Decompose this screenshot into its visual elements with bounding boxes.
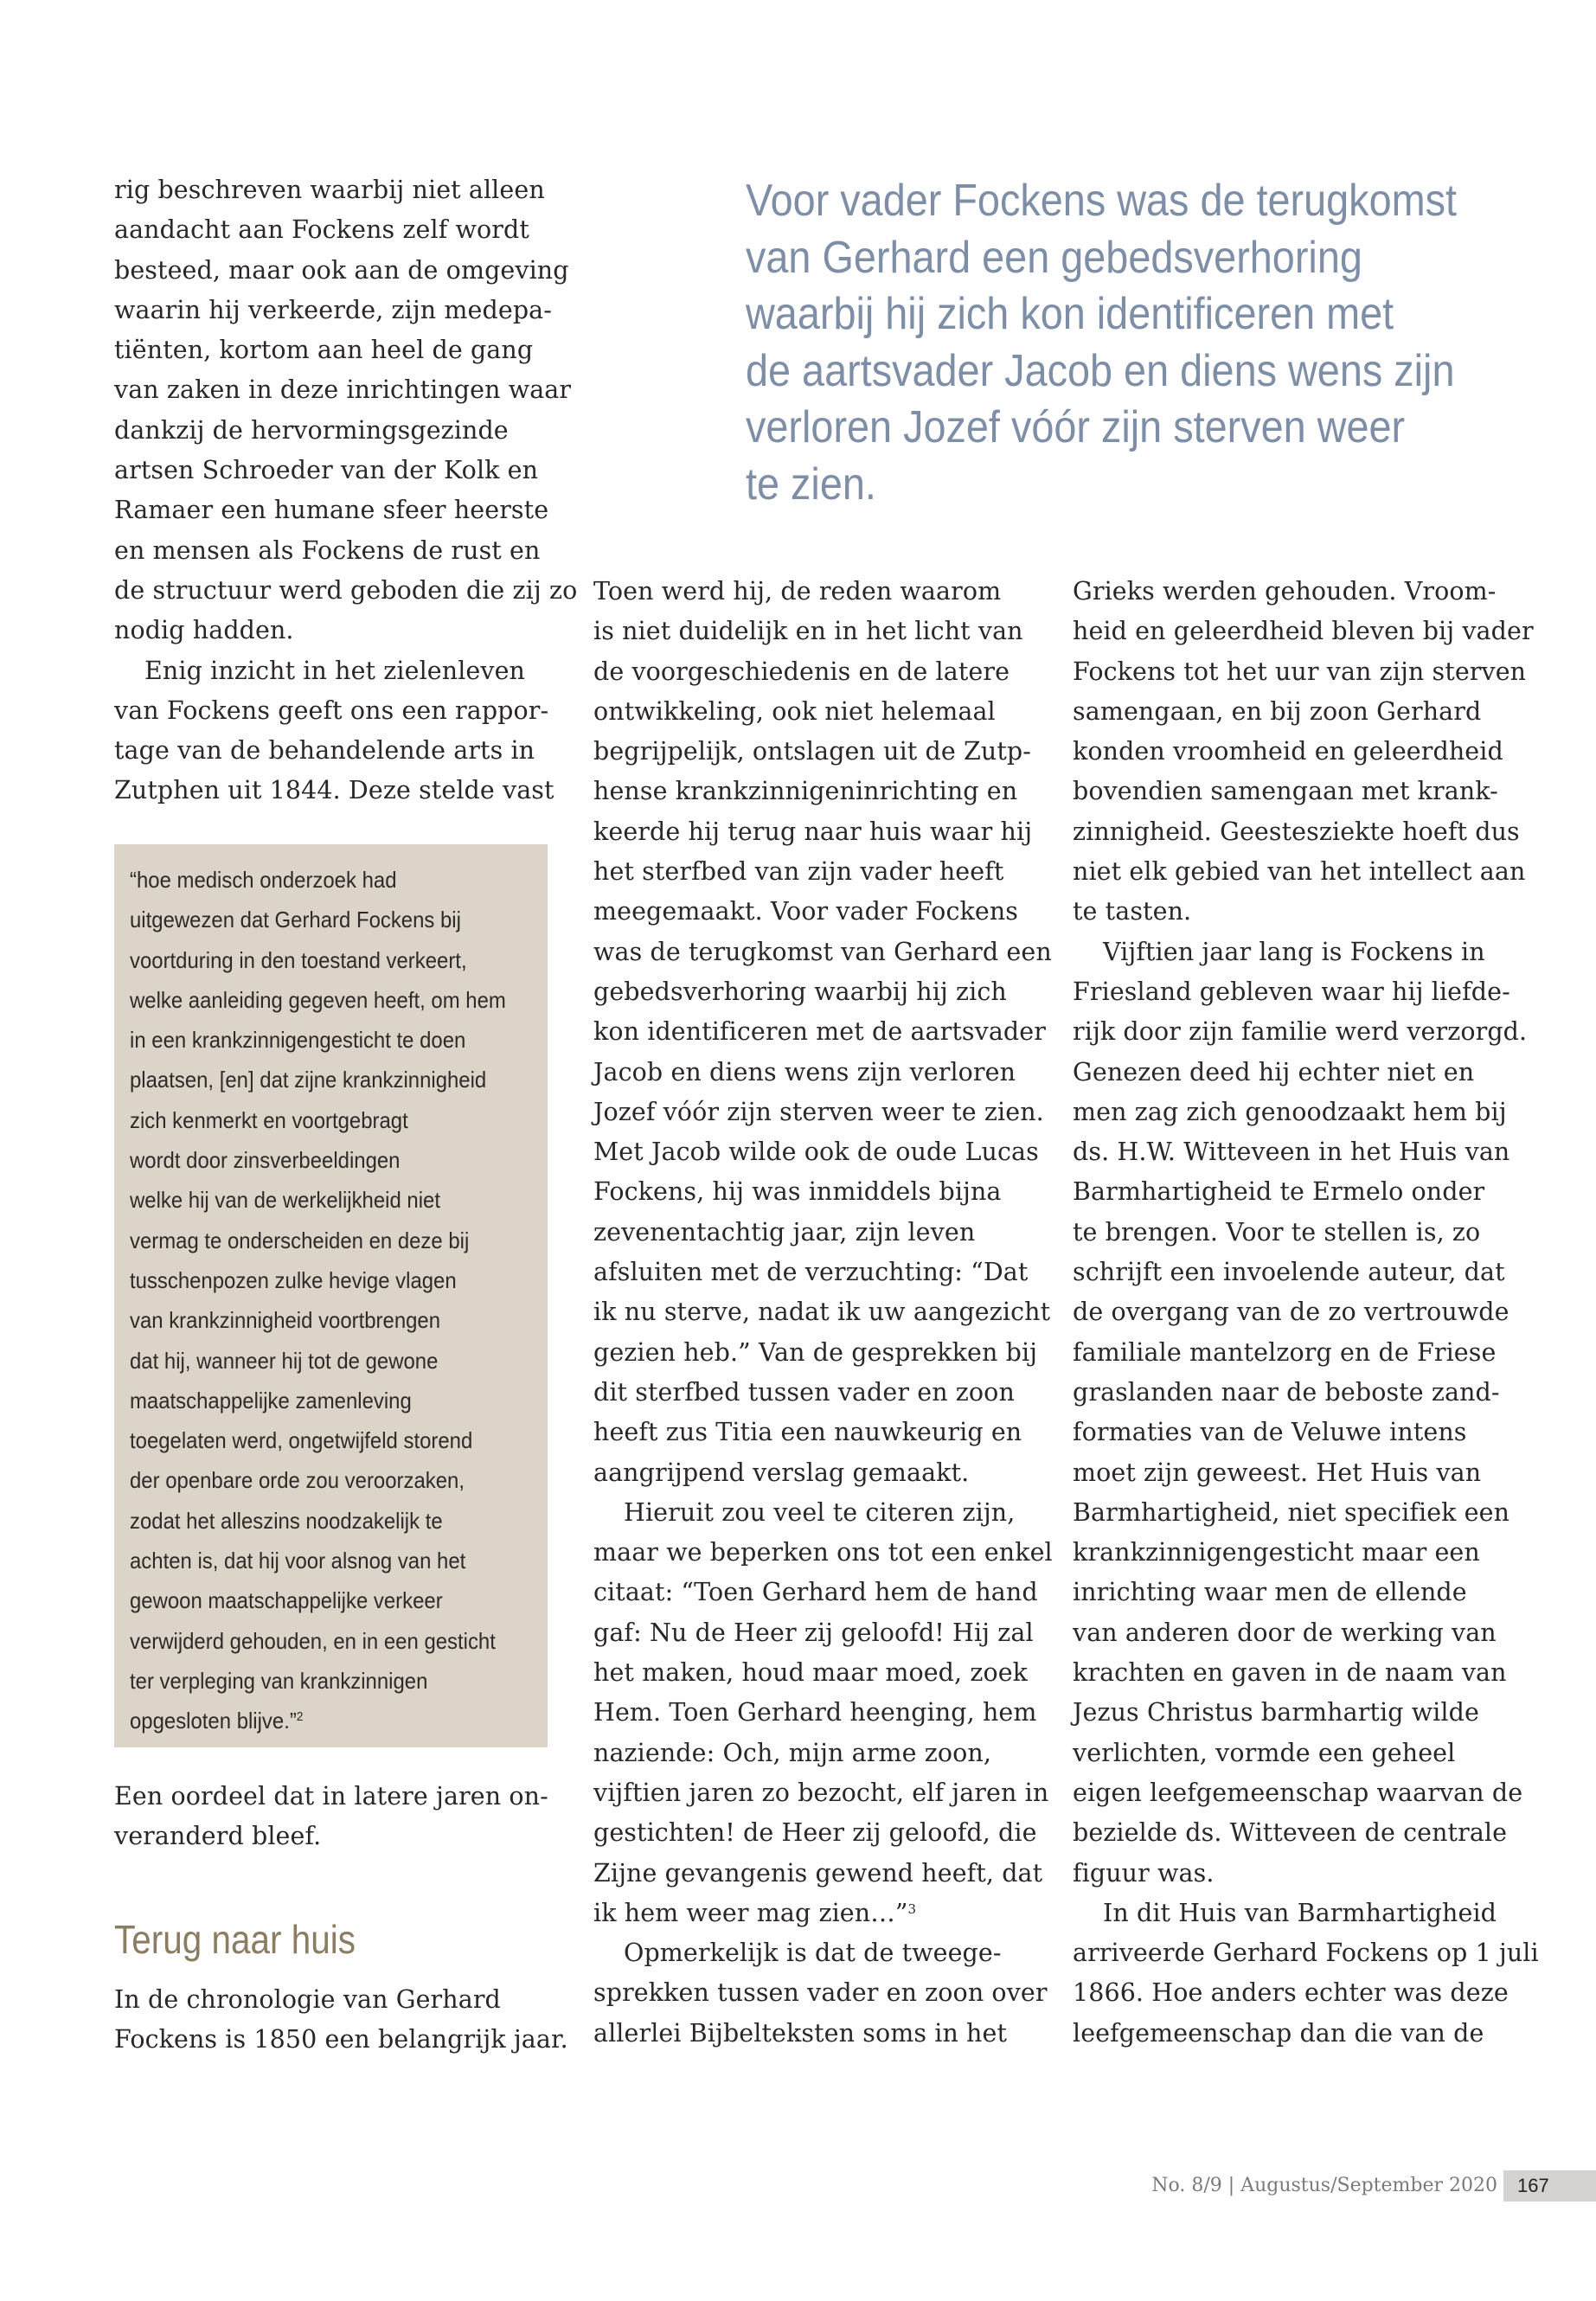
quote-line: verwijderd gehouden, en in een gesticht xyxy=(130,1627,496,1654)
block-quote xyxy=(114,844,548,1747)
text-line: meegemaakt. Voor vader Fockens xyxy=(593,897,1019,926)
text-line: leefgemeenschap dan die van de xyxy=(1073,2018,1484,2048)
text-line: inrichting waar men de ellende xyxy=(1073,1578,1467,1607)
text-line: moet zijn geweest. Het Huis van xyxy=(1073,1458,1482,1487)
pull-quote-line: waarbij hij zich kon identificeren met xyxy=(746,289,1394,339)
section-heading: Terug naar huis xyxy=(114,1917,356,1962)
text-line: Zijne gevangenis gewend heeft, dat xyxy=(593,1858,1043,1888)
quote-line: tusschenpozen zulke hevige vlagen xyxy=(130,1266,457,1293)
text-line: dankzij de hervormingsgezinde xyxy=(114,415,509,445)
text-line: zevenentachtig jaar, zijn leven xyxy=(593,1217,976,1247)
text-line: figuur was. xyxy=(1073,1858,1215,1888)
quote-line: in een krankzinnigengesticht te doen xyxy=(130,1027,466,1054)
pull-quote-line: van Gerhard een gebedsverhoring xyxy=(746,232,1362,283)
text-line: Grieks werden gehouden. Vroom- xyxy=(1073,577,1497,606)
text-line: familiale mantelzorg en de Friese xyxy=(1073,1337,1497,1367)
text-line: heid en geleerdheid bleven bij vader xyxy=(1073,617,1534,646)
quote-line: uitgewezen dat Gerhard Fockens bij xyxy=(130,907,461,933)
text-line: Barmhartigheid te Ermelo onder xyxy=(1073,1177,1485,1207)
text-line: graslanden naar de beboste zand- xyxy=(1073,1377,1500,1407)
quote-line: zodat het alleszins noodzakelijk te xyxy=(130,1507,443,1534)
text-line-content: ik hem weer mag zien…” xyxy=(593,1898,908,1927)
quote-line: ter verpleging van krankzinnigen xyxy=(130,1667,428,1694)
text-line: krachten en gaven in de naam van xyxy=(1073,1658,1507,1688)
quote-line: welke aanleiding gegeven heeft, om hem xyxy=(130,986,506,1013)
text-line: gaf: Nu de Heer zij geloofd! Hij zal xyxy=(593,1618,1034,1647)
text-line: gezien heb.” Van de gesprekken bij xyxy=(593,1337,1038,1367)
text-line: Jacob en diens wens zijn verloren xyxy=(593,1057,1016,1086)
pull-quote xyxy=(746,173,1457,513)
text-line: Hem. Toen Gerhard heenging, hem xyxy=(593,1698,1037,1727)
text-line: tage van de behandelende arts in xyxy=(114,736,535,766)
text-line: Vijftien jaar lang is Fockens in xyxy=(1103,937,1485,966)
text-line: Jozef vóór zijn sterven weer te zien. xyxy=(593,1097,1044,1126)
text-line: aangrijpend verslag gemaakt. xyxy=(593,1458,970,1487)
quote-line: maatschappelijke zamenleving xyxy=(130,1387,412,1413)
text-line: dit sterfbed tussen vader en zoon xyxy=(593,1377,1015,1407)
text-line: schrijft een invoelende auteur, dat xyxy=(1073,1258,1505,1287)
pull-quote-line: te zien. xyxy=(746,458,876,510)
text-line: de overgang van de zo vertrouwde xyxy=(1073,1298,1509,1327)
quote-line: van krankzinnigheid voortbrengen xyxy=(130,1307,441,1334)
text-line: van zaken in deze inrichtingen waar xyxy=(114,375,572,405)
text-line: is niet duidelijk en in het licht van xyxy=(593,617,1023,646)
text-line: besteed, maar ook aan de omgeving xyxy=(114,255,569,285)
text-line: vijftien jaren zo bezocht, elf jaren in xyxy=(593,1778,1049,1807)
text-line: formaties van de Veluwe intens xyxy=(1073,1418,1467,1447)
text-line: van Fockens geeft ons een rappor- xyxy=(114,695,549,725)
text-line: waarin hij verkeerde, zijn medepa- xyxy=(114,295,552,324)
quote-line: zich kenmerkt en voortgebragt xyxy=(130,1106,408,1133)
text-line: samengaan, en bij zoon Gerhard xyxy=(1073,696,1482,726)
text-line: te tasten. xyxy=(1073,897,1192,926)
text-line: keerde hij terug naar huis waar hij xyxy=(593,817,1033,846)
page-number: 167 xyxy=(1517,2175,1549,2196)
text-line: 1866. Hoe anders echter was deze xyxy=(1073,1978,1509,2008)
text-line: Toen werd hij, de reden waarom xyxy=(593,577,1002,606)
text-line: kon identificeren met de aartsvader xyxy=(593,1017,1046,1047)
pull-quote-line: de aartsvader Jacob en diens wens zijn xyxy=(746,345,1455,396)
text-line: te brengen. Voor te stellen is, zo xyxy=(1073,1217,1481,1247)
text-line: begrijpelijk, ontslagen uit de Zutp- xyxy=(593,737,1031,766)
text-line: zinnigheid. Geestesziekte hoeft dus xyxy=(1073,817,1520,846)
text-line: Fockens is 1850 een belangrijk jaar. xyxy=(114,2025,568,2054)
text-line: Met Jacob wilde ook de oude Lucas xyxy=(593,1138,1039,1167)
text-line: heeft zus Titia een nauwkeurig en xyxy=(593,1418,1022,1447)
quote-last-text: opgesloten blijve.” xyxy=(130,1708,297,1734)
pull-quote-line: Voor vader Fockens was de terugkomst xyxy=(746,176,1457,226)
text-line: rijk door zijn familie werd verzorgd. xyxy=(1073,1017,1528,1047)
text-line: ds. H.W. Witteveen in het Huis van xyxy=(1073,1138,1510,1167)
text-line: maar we beperken ons tot een enkel xyxy=(593,1538,1053,1567)
page-number-box xyxy=(1503,2170,1596,2202)
text-line: krankzinnigengesticht maar een xyxy=(1073,1538,1480,1567)
text-line: ontwikkeling, ook niet helemaal xyxy=(593,696,996,726)
text-line: afsluiten met de verzuchting: “Dat xyxy=(593,1258,1029,1287)
text-line: Genezen deed hij echter niet en xyxy=(1073,1057,1475,1086)
text-line: konden vroomheid en geleerdheid xyxy=(1073,737,1503,766)
column-1-after-heading xyxy=(114,1980,568,2061)
text-line: citaat: “Toen Gerhard hem de hand xyxy=(593,1578,1038,1607)
text-line: In de chronologie van Gerhard xyxy=(114,1985,501,2014)
text-line: de voorgeschiedenis en de latere xyxy=(593,657,1010,686)
text-line: sprekken tussen vader en zoon over xyxy=(593,1978,1048,2008)
quote-line: achten is, dat hij voor alsnog van het xyxy=(130,1548,466,1574)
text-line: gebedsverhoring waarbij hij zich xyxy=(593,977,1007,1006)
text-line: ik nu sterve, nadat ik uw aangezicht xyxy=(593,1298,1051,1327)
pull-quote-line: verloren Jozef vóór zijn sterven weer xyxy=(746,402,1406,452)
quote-line: plaatsen, [en] dat zijne krankzinnigheid xyxy=(130,1067,487,1093)
quote-line: gewoon maatschappelijke verkeer xyxy=(130,1587,443,1614)
text-line: nodig hadden. xyxy=(114,616,294,645)
footnote-marker[interactable]: 2 xyxy=(296,1709,304,1725)
text-line: Fockens, hij was inmiddels bijna xyxy=(593,1177,1002,1207)
text-line: was de terugkomst van Gerhard een xyxy=(593,937,1052,966)
text-line: verlichten, vormde een geheel xyxy=(1073,1738,1456,1767)
quote-line: “hoe medisch onderzoek had xyxy=(130,867,397,893)
quote-line xyxy=(130,1701,512,1740)
text-line: Een oordeel dat in latere jaren on- xyxy=(114,1782,548,1811)
text-line: van anderen door de werking van xyxy=(1073,1618,1497,1647)
text-line: Enig inzicht in het zielenleven xyxy=(144,656,526,685)
text-line: gestichten! de Heer zij geloofd, die xyxy=(593,1818,1037,1848)
footnote-marker[interactable]: 3 xyxy=(907,1900,917,1917)
text-line: Jezus Christus barmhartig wilde xyxy=(1073,1698,1479,1727)
text-line: niet elk gebied van het intellect aan xyxy=(1073,857,1526,887)
text-line: Opmerkelijk is dat de tweege- xyxy=(624,1939,1002,1968)
text-line: het sterfbed van zijn vader heeft xyxy=(593,857,1004,887)
quote-line: dat hij, wanneer hij tot de gewone xyxy=(130,1347,439,1374)
text-line: In dit Huis van Barmhartigheid xyxy=(1103,1898,1497,1927)
text-line: tiënten, kortom aan heel de gang xyxy=(114,336,534,365)
quote-line: toegelaten werd, ongetwijfeld storend xyxy=(130,1427,473,1454)
footer-issue-info: No. 8/9 | Augustus/September 2020 xyxy=(1151,2175,1497,2196)
text-line: veranderd bleef. xyxy=(114,1822,322,1851)
text-line: aandacht aan Fockens zelf wordt xyxy=(114,215,529,245)
quote-line: voortduring in den toestand verkeert, xyxy=(130,946,467,973)
quote-line: vermag te onderscheiden en deze bij xyxy=(130,1227,470,1253)
text-line: naziende: Och, mijn arme zoon, xyxy=(593,1738,991,1767)
text-line: Zutphen uit 1844. Deze stelde vast xyxy=(114,776,554,805)
text-line: arriveerde Gerhard Fockens op 1 juli xyxy=(1073,1939,1539,1968)
text-line: bovendien samengaan met krank- xyxy=(1073,777,1498,806)
text-line: en mensen als Fockens de rust en xyxy=(114,535,541,565)
text-line: rig beschreven waarbij niet alleen xyxy=(114,176,545,204)
column-2 xyxy=(593,572,1053,2054)
text-line: het maken, houd maar moed, zoek xyxy=(593,1658,1029,1688)
quote-line: der openbare orde zou veroorzaken, xyxy=(130,1467,465,1494)
text-line: Barmhartigheid, niet specifiek een xyxy=(1073,1497,1510,1527)
text-line: de structuur werd geboden die zij zo xyxy=(114,575,578,605)
text-line: Fockens tot het uur van zijn sterven xyxy=(1073,657,1527,686)
quote-line: wordt door zinsverbeeldingen xyxy=(130,1147,401,1174)
text-line: men zag zich genoodzaakt hem bij xyxy=(1073,1097,1507,1126)
text-line: Ramaer een humane sfeer heerste xyxy=(114,496,549,525)
text-line: allerlei Bijbelteksten soms in het xyxy=(593,2018,1008,2048)
text-line: bezielde ds. Witteveen de centrale xyxy=(1073,1818,1508,1848)
text-line xyxy=(593,1894,1035,1933)
column-3 xyxy=(1073,572,1539,2054)
text-line: Friesland gebleven waar hij liefde- xyxy=(1073,977,1510,1006)
column-1 xyxy=(114,170,578,811)
text-line: eigen leefgemeenschap waarvan de xyxy=(1073,1778,1523,1807)
text-line: artsen Schroeder van der Kolk en xyxy=(114,456,539,485)
quote-line: welke hij van de werkelijkheid niet xyxy=(130,1187,440,1214)
text-line: hense krankzinnigeninrichting en xyxy=(593,777,1018,806)
column-1-after-quote xyxy=(114,1777,555,1857)
text-line: Hieruit zou veel te citeren zijn, xyxy=(624,1497,1016,1527)
